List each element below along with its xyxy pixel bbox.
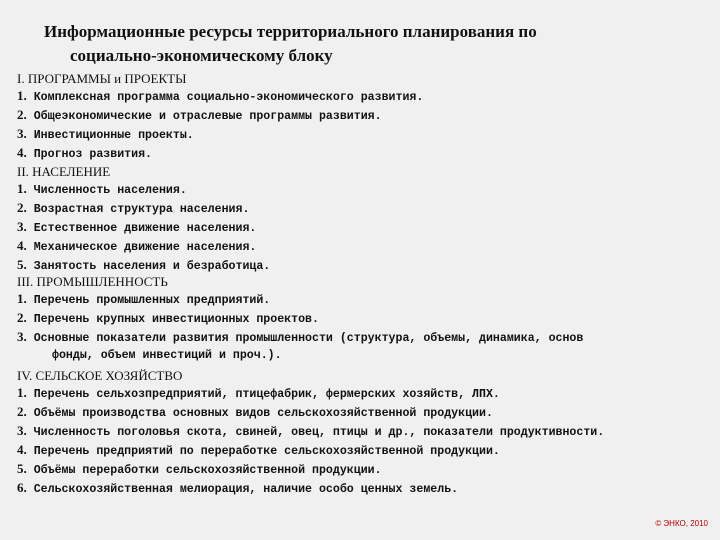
section-programs [17, 70, 720, 163]
slide-title [44, 20, 684, 68]
copyright-notice: © ЭНКО, 2010 [655, 519, 708, 528]
section-heading: III. ПРОМЫШЛЕННОСТЬ [17, 274, 168, 289]
section-agriculture [17, 367, 720, 498]
list-item: 4. Перечень предприятий по переработке сельскохозяйственной продукции. [17, 442, 500, 458]
list-item: 1. Численность населения. [17, 181, 187, 197]
title-line-1: Информационные ресурсы территориального планирования по [44, 22, 537, 41]
list-item: 3. Естественное движение населения. [17, 219, 257, 235]
list-item: 2. Общеэкономические и отраслевые программы развития. [17, 107, 382, 123]
list-item: 5. Занятость населения и безработица. [17, 257, 271, 273]
section-population [17, 163, 720, 275]
list-item: 1. Перечень сельхозпредприятий, птицефабрик, фермерских хозяйств, ЛПХ. [17, 385, 500, 401]
list-item: 3. Инвестиционные проекты. [17, 126, 194, 142]
title-line-2: социально-экономическому блоку [70, 46, 333, 65]
list-item: 2. Перечень крупных инвестиционных проектов. [17, 310, 319, 326]
section-industry [17, 273, 720, 364]
list-item: 3. Численность поголовья скота, свиней, овец, птицы и др., показатели продуктивности. [17, 423, 605, 439]
list-item-continuation: фонды, объем инвестиций и проч.). [52, 349, 282, 362]
list-item: 3. Основные показатели развития промышленности (структура, объемы, динамика, основ [17, 329, 584, 345]
list-item: 1. Перечень промышленных предприятий. [17, 291, 271, 307]
list-item: 1. Комплексная программа социально-экономического развития. [17, 88, 424, 104]
list-item: 5. Объёмы переработки сельскохозяйственной продукции. [17, 461, 382, 477]
list-item: 2. Возрастная структура населения. [17, 200, 250, 216]
list-item: 6. Сельскохозяйственная мелиорация, наличие особо ценных земель. [17, 480, 459, 496]
list-item: 2. Объёмы производства основных видов сельскохозяйственной продукции. [17, 404, 493, 420]
section-heading: I. ПРОГРАММЫ и ПРОЕКТЫ [17, 71, 187, 86]
section-heading: IV. СЕЛЬСКОЕ ХОЗЯЙСТВО [17, 368, 183, 383]
list-item: 4. Механическое движение населения. [17, 238, 257, 254]
section-heading: II. НАСЕЛЕНИЕ [17, 164, 111, 179]
list-item: 4. Прогноз развития. [17, 145, 152, 161]
